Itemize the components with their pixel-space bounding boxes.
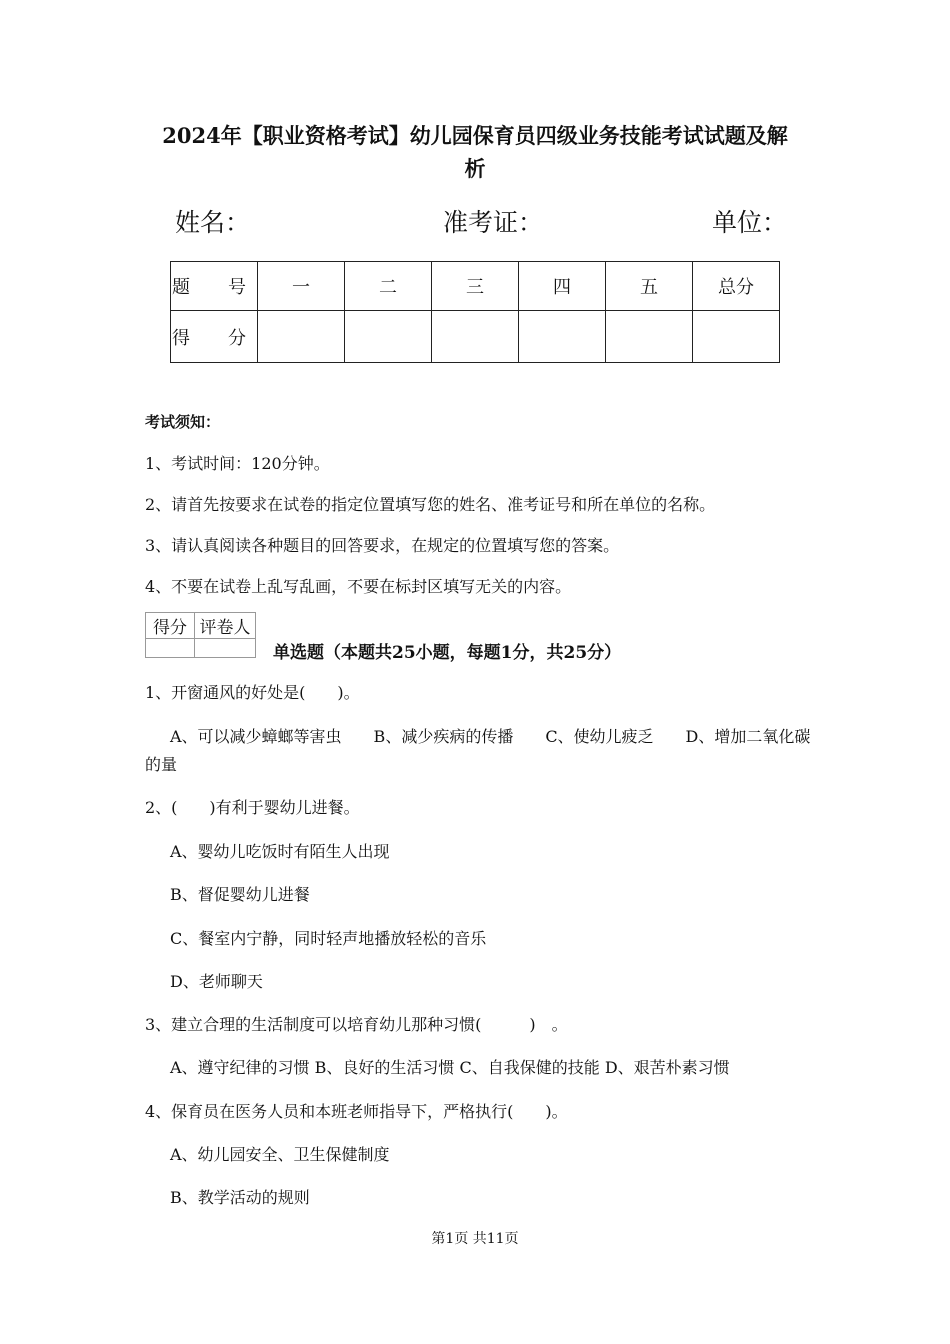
question-3-stem: 3、建立合理的生活制度可以培育幼儿那种习惯( ) 。	[145, 1015, 568, 1034]
score-cell-5	[606, 311, 693, 363]
question-4-option-b: B、教学活动的规则	[170, 1188, 310, 1207]
grader-score-cell	[146, 639, 195, 658]
document-title-line2: 析	[464, 156, 486, 181]
question-1-stem: 1、开窗通风的好处是( )。	[145, 683, 360, 702]
page-footer: 第1页 共11页	[431, 1231, 519, 1247]
score-cell-4	[519, 311, 606, 363]
question-number-label: 题 号	[171, 262, 258, 311]
column-header-5: 五	[606, 262, 693, 311]
name-field-label: 姓名：	[175, 208, 251, 237]
exam-id-field-label: 准考证：	[443, 208, 544, 237]
notice-item-1: 1、考试时间：120分钟。	[145, 454, 330, 473]
question-2-option-a: A、婴幼儿吃饭时有陌生人出现	[170, 842, 390, 861]
score-table-header-row	[171, 262, 780, 311]
question-2-option-b: B、督促婴幼儿进餐	[170, 885, 310, 904]
question-2-option-d: D、老师聊天	[170, 972, 263, 991]
notice-item-4: 4、不要在试卷上乱写乱画，不要在标封区填写无关的内容。	[145, 577, 572, 596]
question-1-options-cont: 的量	[145, 755, 178, 774]
score-cell-2	[345, 311, 432, 363]
column-header-total: 总分	[693, 262, 780, 311]
question-2-option-c: C、餐室内宁静，同时轻声地播放轻松的音乐	[170, 929, 487, 948]
grader-name-cell	[195, 639, 256, 658]
column-header-4: 四	[519, 262, 606, 311]
column-header-3: 三	[432, 262, 519, 311]
question-1-options: A、可以减少蟑螂等害虫 B、减少疾病的传播 C、使幼儿疲乏 D、增加二氧化碳	[170, 727, 811, 746]
grader-name-label: 评卷人	[195, 613, 256, 639]
section-title: 单选题（本题共25小题，每题1分，共25分）	[273, 643, 622, 663]
notice-item-2: 2、请首先按要求在试卷的指定位置填写您的姓名、准考证号和所在单位的名称。	[145, 495, 716, 514]
grader-score-label: 得分	[146, 613, 195, 639]
document-title-line1: 2024年【职业资格考试】幼儿园保育员四级业务技能考试试题及解	[162, 123, 788, 148]
score-label: 得 分	[171, 311, 258, 363]
question-4-option-a: A、幼儿园安全、卫生保健制度	[170, 1145, 390, 1164]
question-2-stem: 2、( )有利于婴幼儿进餐。	[145, 798, 360, 817]
score-cell-1	[258, 311, 345, 363]
score-table-score-row	[171, 311, 780, 363]
grader-box	[145, 612, 256, 658]
unit-field-label: 单位：	[712, 208, 788, 237]
score-table	[170, 261, 780, 363]
column-header-2: 二	[345, 262, 432, 311]
question-4-stem: 4、保育员在医务人员和本班老师指导下，严格执行( )。	[145, 1102, 568, 1121]
score-cell-total	[693, 311, 780, 363]
column-header-1: 一	[258, 262, 345, 311]
notice-item-3: 3、请认真阅读各种题目的回答要求，在规定的位置填写您的答案。	[145, 536, 620, 555]
score-cell-3	[432, 311, 519, 363]
notice-heading: 考试须知：	[145, 413, 221, 431]
question-3-options: A、遵守纪律的习惯 B、良好的生活习惯 C、自我保健的技能 D、艰苦朴素习惯	[170, 1058, 730, 1077]
